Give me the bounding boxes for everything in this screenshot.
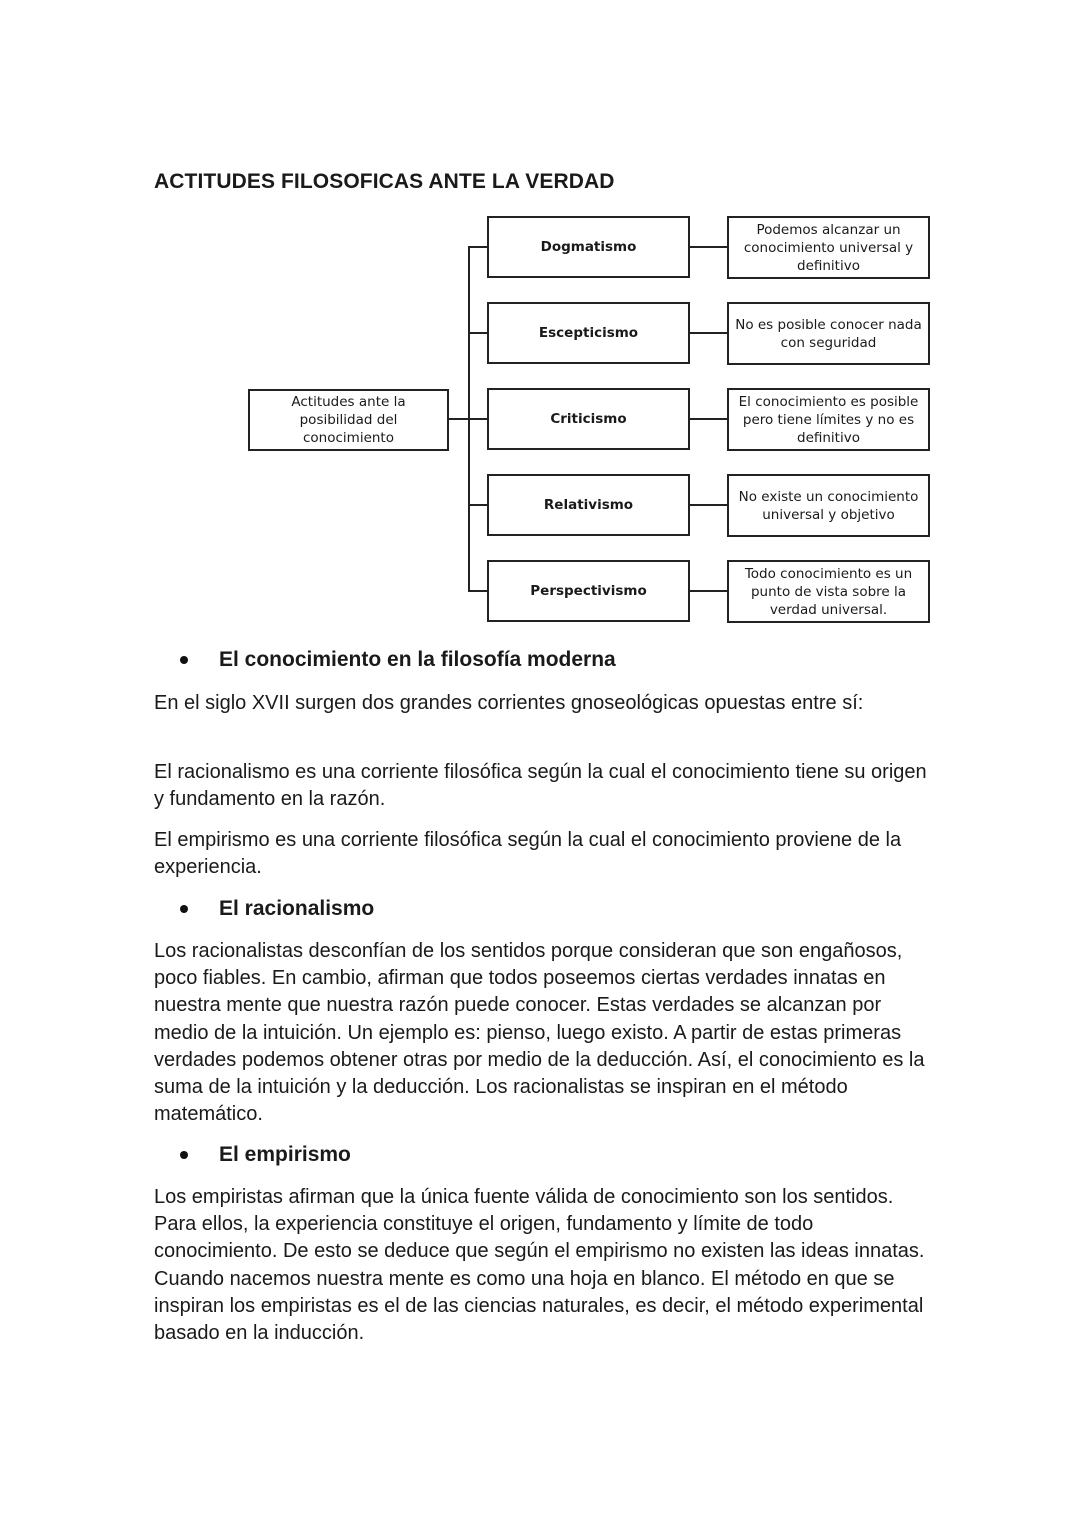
paragraph: Los racionalistas desconfían de los sentidos porque consideran que son engañosos, poco fiables. En cambio, afirman que todos poseemos ciertas verdades innatas en nuestra mente que nuestra razón puede conocer. Estas verdades se alcanzan por medio de la intuición. Un ejemplo es: pienso, luego existo. A partir de estas primeras verdades podemos obtener otras por medio de la deducción. Así, el conocimiento es la suma de la intuición y la deducción. Los racionalistas se inspiran en el método matemático. (154, 940, 925, 1126)
section-heading (180, 1143, 351, 1167)
branch-box-escepticismo: Escepticismo (487, 302, 690, 364)
branch-connector-line (468, 504, 489, 506)
section-heading (180, 897, 374, 921)
paragraph: El racionalismo es una corriente filosófica según la cual el conocimiento tiene su origen y fundamento en la razón. (154, 761, 927, 811)
desc-box-relativismo: No existe un conocimiento universal y objetivo (727, 474, 930, 537)
paragraph: El empirismo es una corriente filosófica según la cual el conocimiento proviene de la experiencia. (154, 829, 902, 879)
desc-box-escepticismo: No es posible conocer nada con seguridad (727, 302, 930, 365)
branch-box-dogmatismo: Dogmatismo (487, 216, 690, 278)
desc-connector-line (690, 332, 729, 334)
root-connector-line (449, 418, 469, 420)
desc-connector-line (690, 504, 729, 506)
desc-connector-line (690, 246, 729, 248)
desc-box-dogmatismo: Podemos alcanzar un conocimiento universal y definitivo (727, 216, 930, 279)
section-heading (180, 648, 616, 672)
branch-connector-line (468, 418, 489, 420)
bullet-icon (180, 905, 188, 913)
branch-box-perspectivismo: Perspectivismo (487, 560, 690, 622)
bullet-icon (180, 1151, 188, 1159)
branch-connector-line (468, 590, 489, 592)
bullet-icon (180, 656, 188, 664)
page-title: ACTITUDES FILOSOFICAS ANTE LA VERDAD (154, 170, 615, 193)
section-heading-text: El conocimiento en la filosofía moderna (219, 648, 616, 671)
paragraph: En el siglo XVII surgen dos grandes corrientes gnoseológicas opuestas entre sí: (154, 692, 864, 714)
branch-box-relativismo: Relativismo (487, 474, 690, 536)
desc-box-criticismo: El conocimiento es posible pero tiene límites y no es definitivo (727, 388, 930, 451)
desc-box-perspectivismo: Todo conocimiento es un punto de vista sobre la verdad universal. (727, 560, 930, 623)
branch-connector-line (468, 246, 489, 248)
section-heading-text: El racionalismo (219, 897, 375, 920)
desc-connector-line (690, 590, 729, 592)
paragraph: Los empiristas afirman que la única fuente válida de conocimiento son los sentidos. Para ellos, la experiencia constituye el origen, fundamento y límite de todo conocimiento. De esto se deduce que según el empirismo no existen las ideas innatas. Cuando nacemos nuestra mente es como una hoja en blanco. El método en que se inspiran los empiristas es el de las ciencias naturales, es decir, el método experimental basado en la inducción. (154, 1186, 925, 1345)
diagram-root-box: Actitudes ante la posibilidad del conocimiento (248, 389, 449, 451)
branch-connector-line (468, 332, 489, 334)
branch-box-criticismo: Criticismo (487, 388, 690, 450)
desc-connector-line (690, 418, 729, 420)
section-heading-text: El empirismo (219, 1143, 351, 1166)
